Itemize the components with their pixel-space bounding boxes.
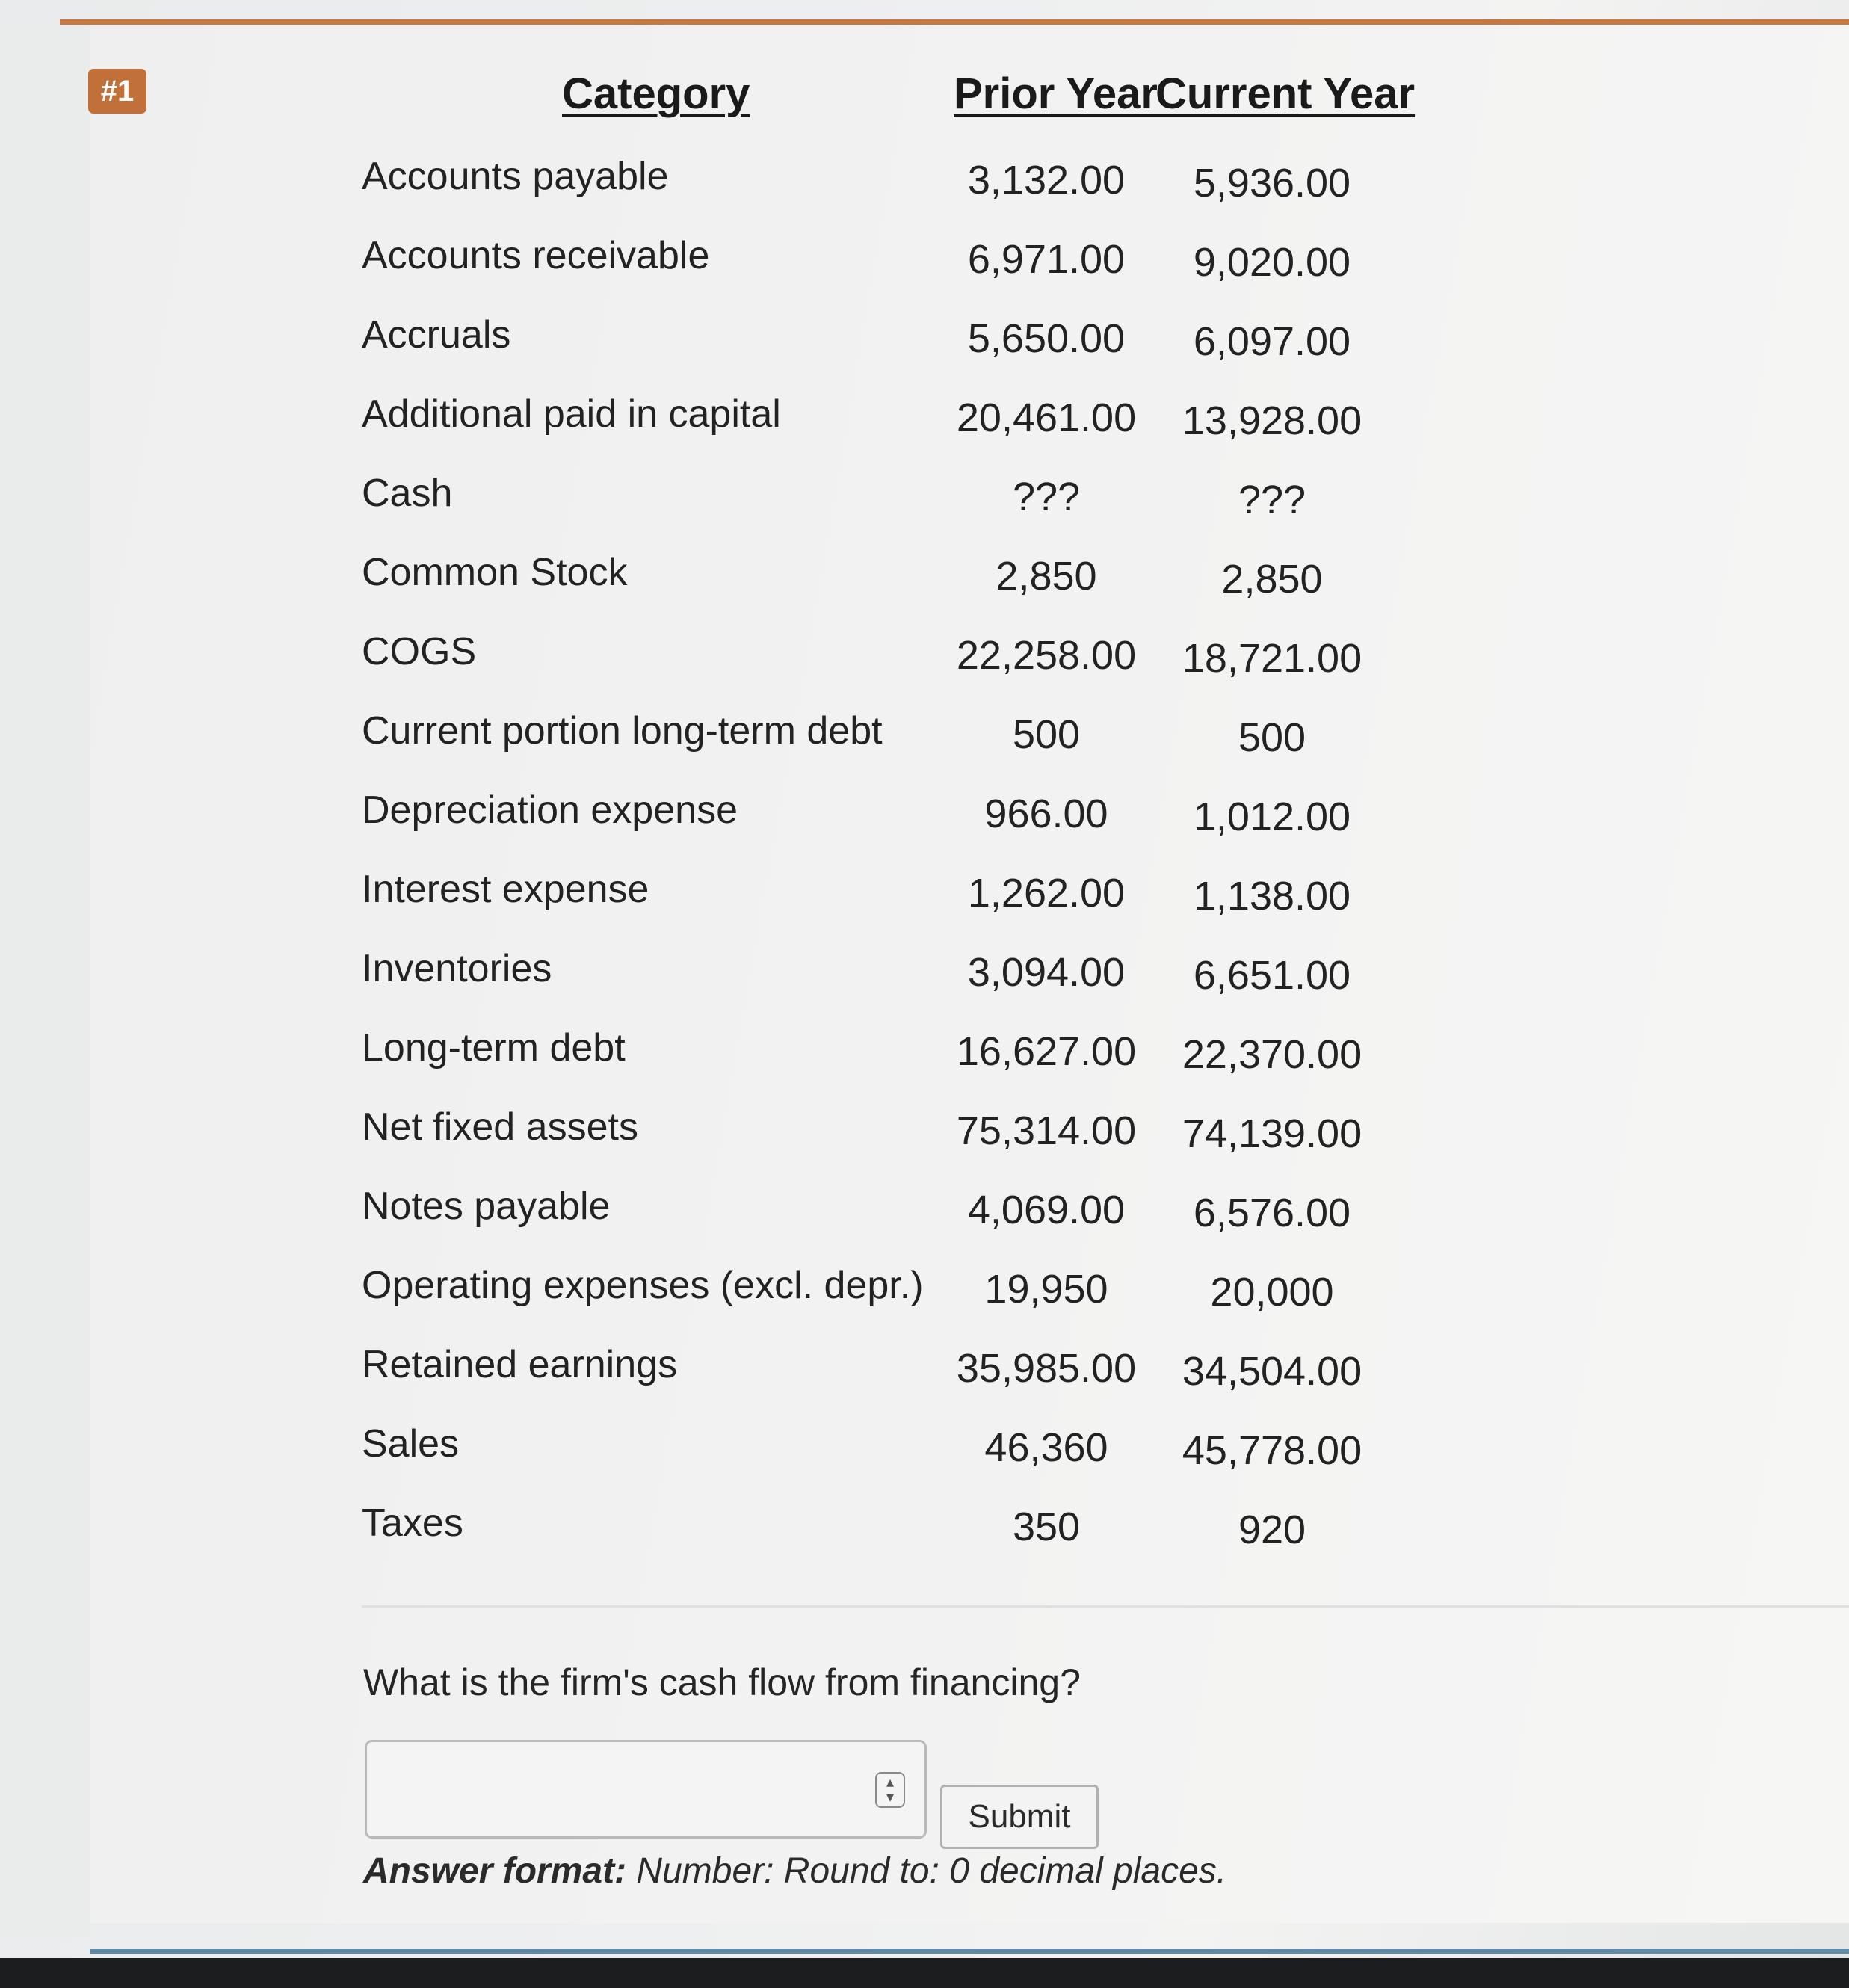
row-label: Accounts payable bbox=[362, 155, 669, 198]
row-prior-year-value: 75,314.00 bbox=[956, 1108, 1137, 1153]
header-category: Category bbox=[562, 70, 750, 118]
row-current-year-value: 45,778.00 bbox=[1182, 1428, 1362, 1473]
row-label: Accruals bbox=[362, 313, 511, 356]
row-current-year-value: 920 bbox=[1238, 1507, 1306, 1552]
row-label: COGS bbox=[362, 630, 477, 673]
left-panel bbox=[0, 25, 90, 1938]
row-prior-year-value: 966.00 bbox=[984, 791, 1108, 836]
row-label: Depreciation expense bbox=[362, 788, 738, 832]
top-divider bbox=[60, 19, 1849, 25]
up-down-stepper-icon[interactable]: ▴ ▾ bbox=[875, 1772, 905, 1808]
row-prior-year-value: 20,461.00 bbox=[956, 395, 1137, 440]
row-prior-year-value: 35,985.00 bbox=[956, 1346, 1137, 1391]
row-label: Interest expense bbox=[362, 868, 649, 911]
answer-format-text: Number: Round to: 0 decimal places. bbox=[636, 1851, 1227, 1891]
section-divider bbox=[362, 1605, 1849, 1608]
answer-format-label: Answer format: bbox=[363, 1851, 627, 1891]
row-prior-year-value: 46,360 bbox=[984, 1425, 1108, 1470]
row-prior-year-value: 500 bbox=[1012, 712, 1081, 757]
row-label: Taxes bbox=[362, 1501, 463, 1545]
answer-format-note bbox=[363, 1850, 1226, 1892]
row-current-year-value: 1,138.00 bbox=[1193, 874, 1351, 919]
header-current-year: Current Year bbox=[1155, 70, 1416, 118]
row-prior-year-value: 4,069.00 bbox=[967, 1188, 1126, 1232]
row-current-year-value: 34,504.00 bbox=[1182, 1349, 1362, 1394]
row-current-year-value: 13,928.00 bbox=[1182, 398, 1362, 443]
row-prior-year-value: 3,094.00 bbox=[967, 950, 1126, 995]
answer-input[interactable] bbox=[365, 1740, 927, 1839]
row-current-year-value: 6,576.00 bbox=[1193, 1191, 1351, 1235]
row-current-year-value: 22,370.00 bbox=[1182, 1032, 1362, 1077]
submit-button[interactable]: Submit bbox=[940, 1785, 1099, 1849]
row-label: Cash bbox=[362, 472, 453, 515]
row-prior-year-value: 3,132.00 bbox=[967, 158, 1126, 203]
row-prior-year-value: 5,650.00 bbox=[967, 316, 1126, 361]
header-prior-year: Prior Year bbox=[954, 70, 1158, 118]
row-current-year-value: 6,651.00 bbox=[1193, 953, 1351, 998]
row-prior-year-value: 2,850 bbox=[996, 554, 1097, 599]
row-prior-year-value: 19,950 bbox=[984, 1267, 1108, 1312]
row-current-year-value: 5,936.00 bbox=[1193, 161, 1351, 206]
question-text: What is the firm's cash flow from financing? bbox=[363, 1661, 1081, 1703]
row-current-year-value: 500 bbox=[1238, 715, 1306, 760]
row-current-year-value: 6,097.00 bbox=[1193, 319, 1351, 364]
row-current-year-value: ??? bbox=[1238, 478, 1306, 522]
row-label: Sales bbox=[362, 1422, 460, 1466]
row-current-year-value: 2,850 bbox=[1221, 557, 1323, 602]
row-label: Current portion long-term debt bbox=[362, 709, 883, 753]
row-label: Net fixed assets bbox=[362, 1105, 638, 1149]
row-current-year-value: 18,721.00 bbox=[1182, 636, 1362, 681]
row-current-year-value: 20,000 bbox=[1210, 1270, 1334, 1315]
row-label: Notes payable bbox=[362, 1185, 611, 1228]
row-label: Common Stock bbox=[362, 551, 628, 594]
row-label: Operating expenses (excl. depr.) bbox=[362, 1264, 924, 1307]
row-prior-year-value: 350 bbox=[1012, 1504, 1081, 1549]
row-prior-year-value: 1,262.00 bbox=[967, 871, 1126, 916]
row-label: Additional paid in capital bbox=[362, 392, 781, 436]
row-label: Accounts receivable bbox=[362, 234, 710, 277]
row-prior-year-value: 22,258.00 bbox=[956, 633, 1137, 678]
row-label: Inventories bbox=[362, 947, 552, 990]
row-label: Retained earnings bbox=[362, 1343, 678, 1386]
question-number-badge: #1 bbox=[88, 69, 146, 114]
screen-bezel bbox=[0, 1958, 1849, 1988]
row-label: Long-term debt bbox=[362, 1026, 626, 1069]
bottom-divider bbox=[90, 1949, 1849, 1954]
row-prior-year-value: ??? bbox=[1012, 475, 1081, 519]
row-current-year-value: 9,020.00 bbox=[1193, 240, 1351, 285]
row-prior-year-value: 6,971.00 bbox=[967, 237, 1126, 282]
row-prior-year-value: 16,627.00 bbox=[956, 1029, 1137, 1074]
row-current-year-value: 1,012.00 bbox=[1193, 794, 1351, 839]
row-current-year-value: 74,139.00 bbox=[1182, 1111, 1362, 1156]
